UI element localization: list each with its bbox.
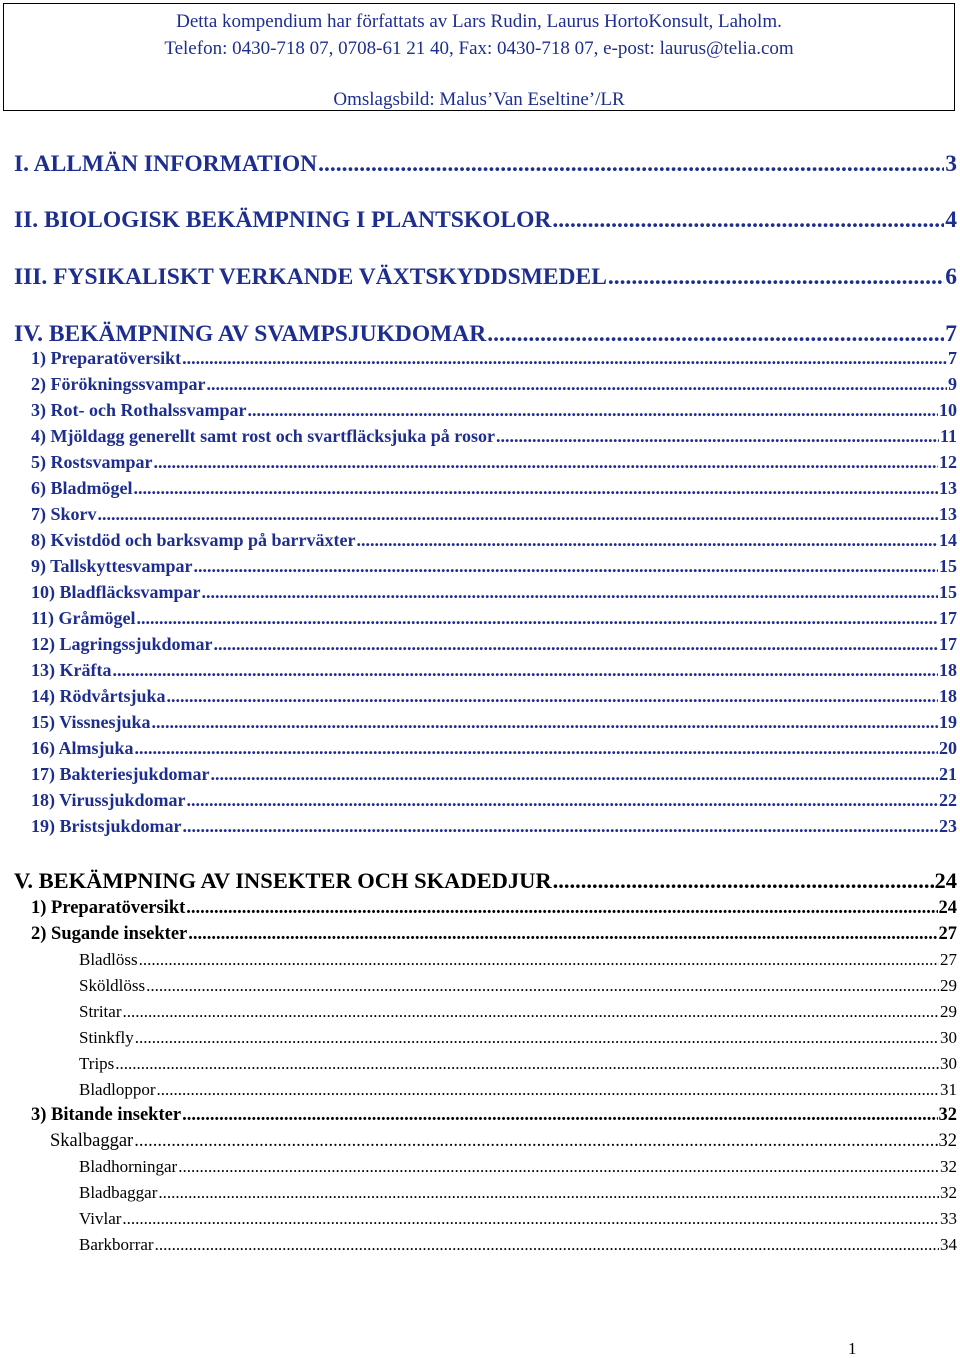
toc-entry[interactable]: 4) Mjöldagg generellt samt rost och svartfläcksjuka på rosor ..... 11 (31, 424, 957, 448)
toc-entry[interactable]: 12) Lagringssjukdomar ..... 17 (31, 632, 957, 656)
toc-entry[interactable]: 1) Preparatöversikt ..... 24 (31, 896, 957, 921)
toc-entry[interactable]: 9) Tallskyttesvampar ..... 15 (31, 554, 957, 578)
dot-leader (157, 1078, 940, 1102)
dot-leader (135, 736, 938, 760)
dot-leader (248, 398, 939, 422)
toc-entry[interactable]: Trips ..... 30 (79, 1052, 957, 1076)
toc-entry[interactable]: 11) Gråmögel ..... 17 (31, 606, 957, 630)
dot-leader (608, 262, 944, 292)
toc-entry[interactable]: 2) Förökningssvampar ..... 9 (31, 372, 957, 396)
toc-entry[interactable]: Bladlöss ..... 27 (79, 948, 957, 972)
dot-leader (553, 866, 934, 896)
toc-entry[interactable]: 15) Vissnesjuka ..... 19 (31, 710, 957, 734)
toc-entry[interactable]: II. BIOLOGISK BEKÄMPNING I PLANTSKOLOR ..... 4 (14, 205, 957, 235)
dot-leader (154, 450, 939, 474)
header-author-line: Detta kompendium har författats av Lars Rudin, Laurus HortoKonsult, Laholm. (176, 11, 782, 32)
toc-entry[interactable]: 5) Rostsvampar ..... 12 (31, 450, 957, 474)
toc-entry[interactable]: III. FYSIKALISKT VERKANDE VÄXTSKYDDSMEDEL ..... 6 (14, 262, 957, 292)
dot-leader (123, 1000, 940, 1024)
dot-leader (188, 922, 937, 947)
dot-leader (211, 762, 939, 786)
dot-leader (552, 205, 944, 235)
toc-entry[interactable]: V. BEKÄMPNING AV INSEKTER OCH SKADEDJUR ..... 24 (14, 866, 957, 896)
toc-entry[interactable]: Vivlar ..... 33 (79, 1207, 957, 1231)
dot-leader (214, 632, 938, 656)
dot-leader (183, 814, 938, 838)
toc-entry[interactable]: 10) Bladfläcksvampar ..... 15 (31, 580, 957, 604)
dot-leader (122, 1207, 939, 1231)
dot-leader (139, 948, 939, 972)
page-number: 1 (848, 1339, 857, 1358)
toc-entry[interactable]: 6) Bladmögel ..... 13 (31, 476, 957, 500)
toc-entry[interactable]: Stritar ..... 29 (79, 1000, 957, 1024)
dot-leader (134, 476, 939, 500)
toc-entry[interactable]: Bladbaggar ..... 32 (79, 1181, 957, 1205)
toc-entry[interactable]: IV. BEKÄMPNING AV SVAMPSJUKDOMAR ..... 7 (14, 319, 957, 349)
dot-leader (155, 1233, 939, 1257)
toc-entry[interactable]: Barkborrar ..... 34 (79, 1233, 957, 1257)
dot-leader (487, 319, 944, 349)
toc-entry[interactable]: 2) Sugande insekter ..... 27 (31, 922, 957, 947)
toc-entry[interactable]: 18) Virussjukdomar ..... 22 (31, 788, 957, 812)
dot-leader (112, 658, 938, 682)
toc-entry[interactable]: Stinkfly ..... 30 (79, 1026, 957, 1050)
toc-entry[interactable]: 8) Kvistdöd och barksvamp på barrväxter ..... 14 (31, 528, 957, 552)
dot-leader (115, 1052, 939, 1076)
toc-entry[interactable]: 13) Kräfta ..... 18 (31, 658, 957, 682)
header-cover-credit: Omslagsbild: Malus’Van Eseltine’/LR (333, 89, 625, 110)
toc-entry[interactable]: 19) Bristsjukdomar ..... 23 (31, 814, 957, 838)
dot-leader (178, 1155, 939, 1179)
dot-leader (318, 149, 944, 179)
toc-entry[interactable]: Bladloppor ..... 31 (79, 1078, 957, 1102)
dot-leader (134, 1129, 937, 1153)
dot-leader (182, 1103, 937, 1128)
header-contact-line: Telefon: 0430-718 07, 0708-61 21 40, Fax: 0430-718 07, e-post: laurus@telia.com (164, 38, 794, 59)
dot-leader (98, 502, 938, 526)
dot-leader (136, 606, 938, 630)
toc-entry[interactable]: 1) Preparatöversikt ..... 7 (31, 346, 957, 370)
dot-leader (182, 346, 947, 370)
dot-leader (158, 1181, 939, 1205)
toc-entry[interactable]: 16) Almsjuka ..... 20 (31, 736, 957, 760)
toc-entry[interactable]: 3) Rot- och Rothalssvampar ..... 10 (31, 398, 957, 422)
toc-entry[interactable]: Sköldlöss ..... 29 (79, 974, 957, 998)
dot-leader (202, 580, 938, 604)
dot-leader (496, 424, 939, 448)
dot-leader (187, 788, 938, 812)
toc-entry[interactable]: Bladhorningar ..... 32 (79, 1155, 957, 1179)
dot-leader (135, 1026, 939, 1050)
dot-leader (146, 974, 939, 998)
dot-leader (357, 528, 938, 552)
dot-leader (152, 710, 938, 734)
toc-entry[interactable]: 14) Rödvårtsjuka ..... 18 (31, 684, 957, 708)
toc-entry[interactable]: Skalbaggar ..... 32 (50, 1129, 957, 1153)
dot-leader (167, 684, 938, 708)
toc-entry[interactable]: 17) Bakteriesjukdomar ..... 21 (31, 762, 957, 786)
dot-leader (186, 896, 937, 921)
toc-entry[interactable]: 7) Skorv ..... 13 (31, 502, 957, 526)
toc-entry[interactable]: 3) Bitande insekter ..... 32 (31, 1103, 957, 1128)
dot-leader (194, 554, 938, 578)
dot-leader (207, 372, 947, 396)
toc-entry[interactable]: I. ALLMÄN INFORMATION ..... 3 (14, 149, 957, 179)
